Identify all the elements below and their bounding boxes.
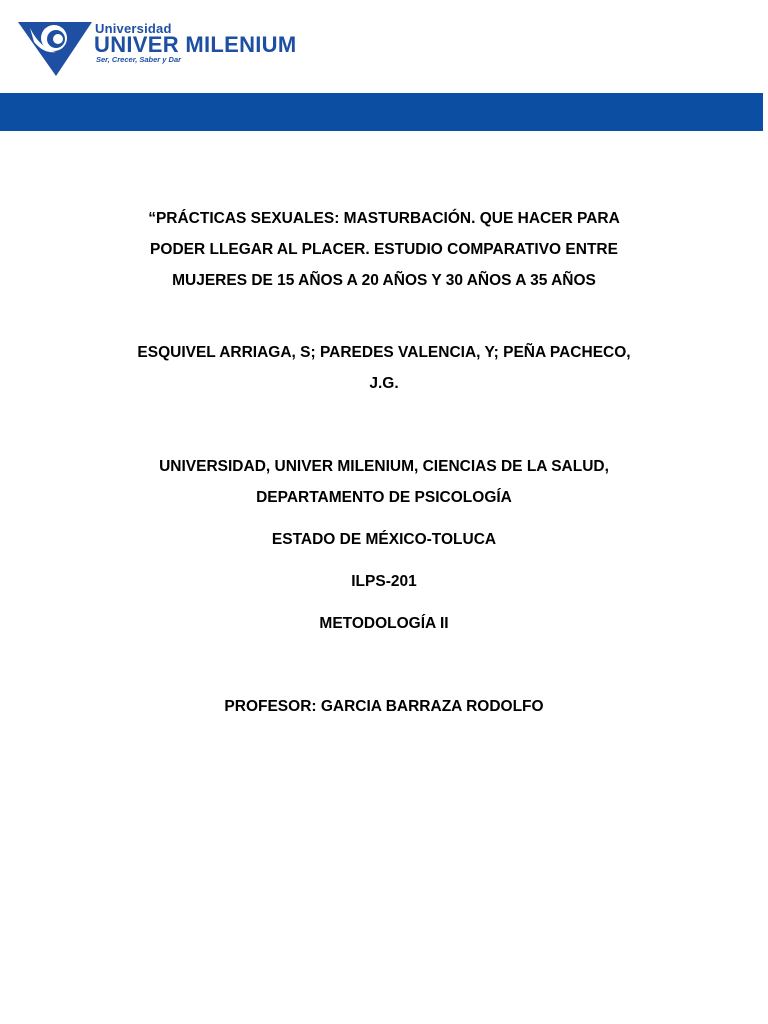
institution-line: DEPARTAMENTO DE PSICOLOGÍA (256, 489, 512, 506)
course-name: METODOLOGÍA II (319, 615, 449, 632)
univer-milenium-logo-icon (16, 18, 96, 78)
authors-line: ESQUIVEL ARRIAGA, S; PAREDES VALENCIA, Y; PEÑA PACHECO, (137, 344, 631, 361)
professor-name: PROFESOR: GARCIA BARRAZA RODOLFO (224, 698, 544, 715)
title-line: PODER LLEGAR AL PLACER. ESTUDIO COMPARATIVO ENTRE (150, 241, 618, 258)
location: ESTADO DE MÉXICO-TOLUCA (271, 531, 497, 548)
logo-top-text: Universidad (95, 21, 172, 36)
title-line: MUJERES DE 15 AÑOS A 20 AÑOS Y 30 AÑOS A 35 AÑOS (172, 272, 596, 289)
document-title (84, 203, 684, 296)
authors (84, 337, 684, 399)
institution-line: UNIVERSIDAD, UNIVER MILENIUM, CIENCIAS DE LA SALUD, (159, 458, 609, 475)
group-code: ILPS-201 (351, 573, 417, 590)
institution (84, 451, 684, 513)
header-banner (0, 93, 763, 131)
authors-line: J.G. (369, 375, 399, 392)
university-logo (16, 18, 316, 80)
logo-tagline: Ser, Crecer, Saber y Dar (96, 55, 182, 64)
logo-main-text: UNIVER MILENIUM (94, 32, 297, 57)
title-line: “PRÁCTICAS SEXUALES: MASTURBACIÓN. QUE HACER PARA (148, 210, 620, 227)
cover-content (84, 203, 684, 722)
